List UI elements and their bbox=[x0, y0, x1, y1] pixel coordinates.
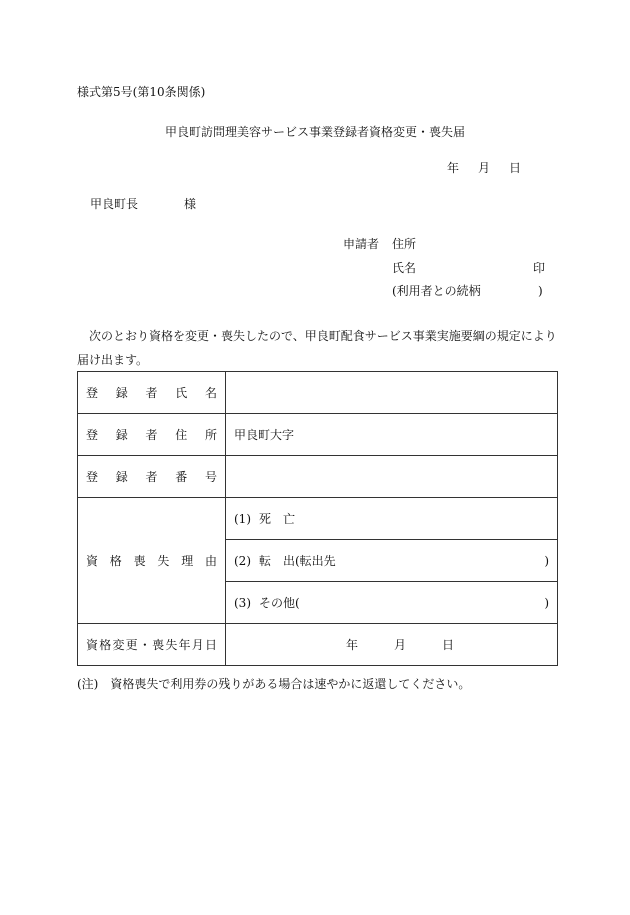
label-char: 年 bbox=[178, 637, 191, 652]
label-char: 月 bbox=[191, 637, 204, 652]
body-text: 次のとおり資格を変更・喪失したので、甲良町配食サービス事業実施要綱の規定により届け出ます。 bbox=[77, 329, 557, 367]
applicant-relation-close: ) bbox=[538, 284, 543, 298]
spread-label bbox=[86, 429, 217, 441]
change-date-year: 年 bbox=[346, 637, 359, 652]
registrant-name-field[interactable] bbox=[226, 372, 558, 414]
label-char: 日 bbox=[204, 637, 217, 652]
change-date-field[interactable] bbox=[226, 624, 558, 666]
label-char: 所 bbox=[204, 427, 217, 442]
table-row bbox=[78, 372, 558, 414]
registrant-number-label bbox=[78, 456, 226, 498]
form-number: 様式第5号(第10条関係) bbox=[77, 85, 206, 99]
reason-number: (3) bbox=[234, 595, 251, 610]
label-char: 登 bbox=[86, 427, 99, 442]
label-char: 格 bbox=[109, 553, 122, 568]
reason-number: (1) bbox=[234, 511, 251, 526]
date-day-label: 日 bbox=[509, 161, 522, 175]
spread-label bbox=[86, 471, 217, 483]
table-row bbox=[78, 414, 558, 456]
form-title: 甲良町訪問理美容サービス事業登録者資格変更・喪失届 bbox=[164, 125, 465, 139]
date-year-label: 年 bbox=[447, 161, 460, 175]
registrant-address-label bbox=[78, 414, 226, 456]
label-char: 資 bbox=[86, 637, 99, 652]
reason-text: 死 亡 bbox=[259, 511, 296, 526]
date-month-label: 月 bbox=[478, 161, 491, 175]
label-char: ・ bbox=[138, 637, 151, 652]
label-char: 録 bbox=[115, 427, 128, 442]
label-char: 者 bbox=[145, 469, 158, 484]
label-char: 者 bbox=[145, 385, 158, 400]
label-char: 更 bbox=[125, 637, 138, 652]
label-char: 理 bbox=[181, 553, 194, 568]
seal-mark: 印 bbox=[533, 261, 546, 275]
addressee: 甲良町長 bbox=[90, 197, 139, 211]
applicant-label: 申請者 bbox=[343, 237, 380, 251]
registration-form-table bbox=[77, 371, 558, 666]
spread-label bbox=[86, 555, 217, 567]
spread-label bbox=[86, 639, 217, 651]
reason-option-death[interactable] bbox=[226, 498, 558, 540]
change-date-label bbox=[78, 624, 226, 666]
change-date-day: 日 bbox=[442, 637, 455, 652]
label-char: 失 bbox=[165, 637, 178, 652]
registrant-number-field[interactable] bbox=[226, 456, 558, 498]
loss-reason-label bbox=[78, 498, 226, 624]
table-row bbox=[78, 498, 558, 540]
reason-option-moved[interactable] bbox=[226, 540, 558, 582]
spread-label bbox=[86, 387, 217, 399]
reason-close-paren: ) bbox=[544, 595, 549, 610]
table-row bbox=[78, 456, 558, 498]
label-char: 由 bbox=[204, 553, 217, 568]
label-char: 登 bbox=[86, 385, 99, 400]
label-char: 者 bbox=[145, 427, 158, 442]
footnote: (注) 資格喪失で利用券の残りがある場合は速やかに返還してください。 bbox=[77, 677, 471, 691]
label-char: 名 bbox=[204, 385, 217, 400]
label-char: 変 bbox=[112, 637, 125, 652]
label-char: 資 bbox=[86, 553, 99, 568]
label-char: 番 bbox=[175, 469, 188, 484]
applicant-relation-label: (利用者との続柄 bbox=[392, 284, 481, 298]
applicant-name-label: 氏名 bbox=[392, 261, 417, 275]
label-char: 登 bbox=[86, 469, 99, 484]
label-char: 号 bbox=[204, 469, 217, 484]
label-char: 喪 bbox=[152, 637, 165, 652]
reason-close-paren: ) bbox=[544, 553, 549, 568]
reason-text: その他( bbox=[259, 595, 300, 610]
reason-text: 転 出(転出先 bbox=[259, 553, 336, 568]
label-char: 氏 bbox=[175, 385, 188, 400]
reason-number: (2) bbox=[234, 553, 251, 568]
registrant-name-label bbox=[78, 372, 226, 414]
label-char: 喪 bbox=[133, 553, 146, 568]
label-char: 失 bbox=[157, 553, 170, 568]
table-row bbox=[78, 624, 558, 666]
applicant-address-label: 住所 bbox=[392, 237, 417, 251]
reason-option-other[interactable] bbox=[226, 582, 558, 624]
label-char: 録 bbox=[115, 385, 128, 400]
label-char: 住 bbox=[175, 427, 188, 442]
submission-date bbox=[447, 162, 540, 174]
label-char: 格 bbox=[99, 637, 112, 652]
addressee-honorific: 様 bbox=[184, 197, 197, 211]
change-date-month: 月 bbox=[394, 637, 407, 652]
registrant-address-field[interactable]: 甲良町大字 bbox=[226, 414, 558, 456]
label-char: 録 bbox=[115, 469, 128, 484]
